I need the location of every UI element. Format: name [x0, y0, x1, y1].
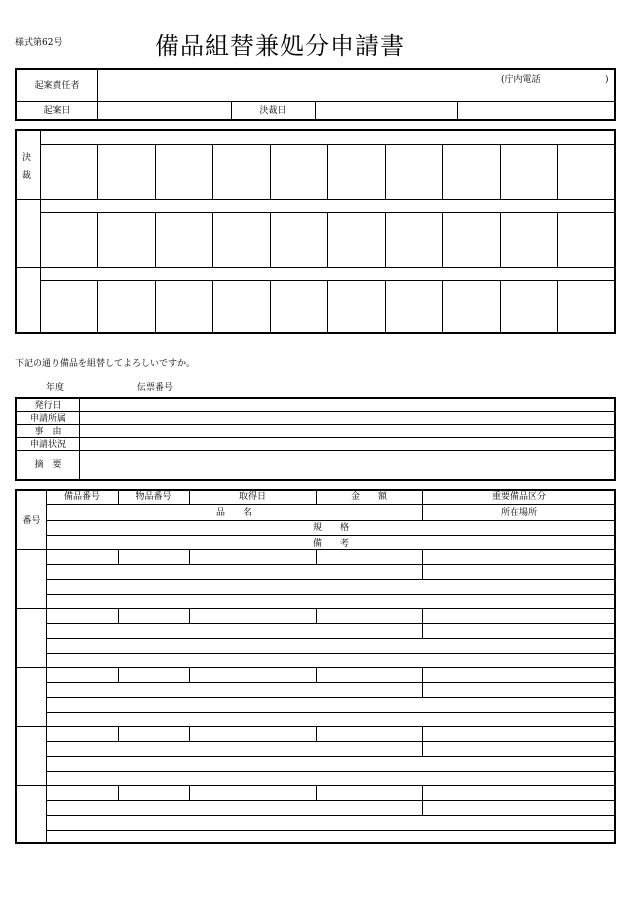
col-amount: 金 額 [350, 492, 387, 502]
decision-date-label: 決裁日 [259, 106, 287, 116]
info-reason-label: 事 由 [34, 427, 62, 437]
info-status-label: 申請状況 [29, 440, 66, 450]
col-item-no: 物品番号 [135, 492, 172, 502]
col-number: 番号 [22, 516, 41, 526]
info-dept-label: 申請所属 [29, 414, 66, 424]
col-important-class: 重要備品区分 [491, 492, 546, 502]
year-label: 年度 [46, 383, 65, 393]
phone-close: ) [605, 75, 609, 85]
page-title: 備品組替兼処分申請書 [155, 32, 405, 60]
form-number: 様式第62号 [15, 38, 63, 48]
col-remarks: 備 考 [312, 539, 349, 549]
draft-date-field[interactable] [99, 102, 230, 119]
approval-label-top: 決 [22, 153, 32, 163]
info-summary-label: 摘 要 [34, 460, 62, 470]
col-item-name: 品 名 [215, 508, 252, 518]
col-equipment-no: 備品番号 [63, 492, 100, 502]
drafter-box [15, 68, 616, 121]
statement-text: 下記の通り備品を組替してよろしいですか。 [15, 359, 196, 369]
draft-date-label: 起案日 [43, 106, 71, 116]
col-acquired-date: 取得日 [238, 492, 266, 502]
info-issue-date-label: 発行日 [34, 401, 62, 411]
approval-label-bottom: 裁 [22, 171, 32, 181]
phone-label: (庁内電話 [501, 75, 541, 85]
decision-date-field[interactable] [317, 102, 456, 119]
voucher-label: 伝票番号 [137, 383, 174, 393]
info-table [15, 397, 616, 481]
col-spec: 規 格 [312, 523, 349, 533]
col-location: 所在場所 [500, 508, 537, 518]
approval-grid [15, 129, 616, 334]
items-table [15, 489, 616, 844]
drafter-label: 起案責任者 [34, 81, 80, 91]
